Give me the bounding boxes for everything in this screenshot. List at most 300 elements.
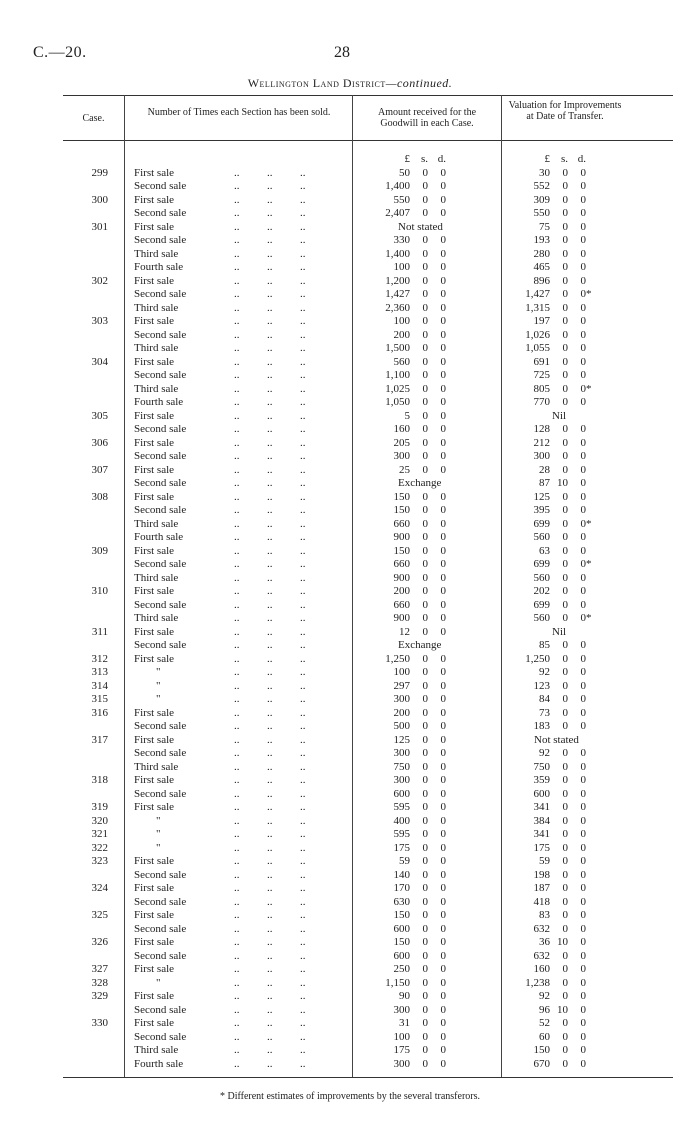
goodwill-shillings: 0 (422, 490, 428, 503)
leader-dots: .. .. .. (234, 396, 306, 408)
valuation-pence: 0 (580, 193, 586, 206)
valuation-pounds: 183 (533, 720, 550, 732)
table-row (0, 437, 700, 451)
valuation-pence: 0 (580, 895, 586, 908)
valuation-pounds: 805 (533, 382, 550, 395)
goodwill-pounds: 5 (404, 409, 410, 422)
goodwill-pounds: 1,250 (385, 652, 410, 665)
goodwill-pounds: 595 (393, 801, 410, 813)
valuation-text: Not stated (534, 733, 579, 746)
valuation-shillings: 0 (562, 166, 568, 179)
goodwill-pence: 0 (440, 909, 446, 921)
valuation-pounds: 92 (539, 990, 550, 1002)
goodwill-shillings: 0 (422, 396, 428, 408)
goodwill-pence: 0 (440, 787, 446, 800)
case-number: 306 (91, 436, 108, 449)
sale-description: First sale (134, 463, 175, 476)
valuation-pence: 0 (580, 855, 586, 867)
sale-description: First sale (134, 220, 175, 233)
table-row (0, 396, 700, 410)
valuation-shillings: 0 (562, 301, 568, 314)
goodwill-shillings: 0 (422, 517, 428, 530)
goodwill-shillings: 0 (422, 166, 428, 179)
table-row (0, 950, 700, 964)
goodwill-pounds: 31 (399, 1017, 410, 1029)
goodwill-shillings: 0 (422, 288, 428, 300)
table-row (0, 545, 700, 559)
valuation-shillings: 0 (562, 450, 568, 462)
goodwill-pence: 0 (440, 1057, 446, 1070)
valuation-unit-pence: d. (577, 153, 586, 165)
case-number: 302 (91, 274, 108, 287)
table-row (0, 666, 700, 680)
goodwill-pence: 0 (440, 679, 446, 692)
valuation-pounds: 87 (539, 477, 550, 489)
valuation-shillings: 0 (562, 693, 568, 705)
valuation-pence: 0 (580, 990, 586, 1002)
valuation-pence: 0 (580, 450, 586, 462)
valuation-pounds: 1,238 (525, 976, 550, 989)
valuation-pounds: 560 (533, 571, 550, 584)
goodwill-shillings: 0 (422, 612, 428, 624)
goodwill-pence: 0 (440, 234, 446, 246)
sale-description: First sale (134, 274, 175, 287)
goodwill-pounds: 50 (399, 166, 410, 179)
valuation-pounds: 465 (533, 261, 550, 273)
leader-dots: .. .. .. (234, 922, 306, 935)
valuation-pence: 0 (580, 706, 586, 719)
leader-dots: .. .. .. (234, 180, 306, 192)
leader-dots: .. .. .. (234, 639, 306, 651)
sale-description: First sale (134, 882, 175, 894)
goodwill-shillings: 0 (422, 544, 428, 557)
valuation-pence: 0 (580, 1057, 586, 1070)
valuation-pence: 0 (580, 720, 586, 732)
leader-dots: .. .. .. (234, 571, 306, 584)
header-rule (63, 140, 673, 141)
leader-dots: .. .. .. (234, 207, 306, 219)
leader-dots: .. .. .. (234, 423, 306, 435)
valuation-shillings: 0 (562, 342, 568, 354)
currency-header-row (0, 153, 700, 167)
table-row (0, 180, 700, 194)
valuation-unit-shillings: s. (560, 153, 568, 165)
goodwill-pence: 0 (440, 544, 446, 557)
case-number: 314 (91, 679, 108, 692)
goodwill-shillings: 0 (422, 558, 428, 570)
table-row (0, 248, 700, 262)
sale-description: Third sale (134, 612, 179, 624)
sale-description: Third sale (134, 571, 179, 584)
table-row (0, 680, 700, 694)
goodwill-pounds: 100 (393, 1030, 410, 1043)
sale-description: Third sale (134, 382, 179, 395)
goodwill-pence: 0 (440, 760, 446, 773)
valuation-shillings: 0 (562, 274, 568, 287)
goodwill-pounds: 900 (393, 571, 410, 584)
goodwill-pounds: 160 (393, 423, 410, 435)
goodwill-pence: 0 (440, 733, 446, 746)
goodwill-shillings: 0 (422, 274, 428, 287)
valuation-shillings: 0 (562, 949, 568, 962)
valuation-pence: 0 (580, 841, 586, 854)
leader-dots: .. .. .. (234, 301, 306, 314)
valuation-pounds: 309 (533, 193, 550, 206)
goodwill-shillings: 0 (422, 180, 428, 192)
case-number: 305 (91, 409, 108, 422)
goodwill-shillings: 0 (422, 571, 428, 584)
goodwill-shillings: 0 (422, 585, 428, 597)
case-number: 326 (91, 936, 108, 948)
valuation-pounds: 670 (533, 1057, 550, 1070)
leader-dots: .. .. .. (234, 234, 306, 246)
valuation-shillings: 0 (562, 1030, 568, 1043)
goodwill-shillings: 0 (422, 976, 428, 989)
case-number: 320 (91, 814, 108, 827)
goodwill-shillings: 0 (422, 261, 428, 273)
goodwill-pounds: 330 (393, 234, 410, 246)
sale-description: First sale (134, 315, 175, 327)
valuation-shillings: 0 (562, 544, 568, 557)
case-number: 325 (91, 909, 108, 921)
valuation-pounds: 395 (533, 504, 550, 516)
goodwill-shillings: 0 (422, 747, 428, 759)
sale-description: First sale (134, 963, 175, 975)
valuation-pence: 0 (580, 355, 586, 368)
leader-dots: .. .. .. (234, 598, 306, 611)
valuation-shillings: 0 (562, 760, 568, 773)
goodwill-text: Not stated (398, 220, 443, 233)
valuation-pounds: 280 (533, 247, 550, 260)
goodwill-pence: 0 (440, 585, 446, 597)
goodwill-shillings: 0 (422, 531, 428, 543)
leader-dots: .. .. .. (234, 355, 306, 368)
valuation-shillings: 0 (562, 882, 568, 894)
table-row (0, 261, 700, 275)
goodwill-shillings: 0 (422, 423, 428, 435)
valuation-pence: 0 (580, 814, 586, 827)
valuation-pence: 0 (580, 976, 586, 989)
table-row (0, 288, 700, 302)
table-title (0, 76, 700, 91)
valuation-shillings: 0 (562, 801, 568, 813)
valuation-shillings: 0 (562, 355, 568, 368)
goodwill-pounds: 630 (393, 895, 410, 908)
goodwill-shillings: 0 (422, 990, 428, 1002)
sale-description: Third sale (134, 342, 179, 354)
case-number: 312 (91, 652, 108, 665)
valuation-shillings: 0 (562, 396, 568, 408)
valuation-pounds: 36 (539, 936, 550, 948)
valuation-pounds: 175 (533, 841, 550, 854)
valuation-shillings: 0 (562, 909, 568, 921)
case-number: 299 (91, 166, 108, 179)
goodwill-pounds: 170 (393, 882, 410, 894)
goodwill-pounds: 205 (393, 436, 410, 449)
valuation-shillings: 0 (562, 490, 568, 503)
valuation-pence: 0 (580, 288, 586, 300)
valuation-pounds: 750 (533, 760, 550, 773)
leader-dots: .. .. .. (234, 882, 306, 894)
table-row (0, 504, 700, 518)
valuation-pounds: 128 (533, 423, 550, 435)
valuation-pounds: 198 (533, 868, 550, 881)
valuation-pence: 0 (580, 936, 586, 948)
leader-dots: .. .. .. (234, 544, 306, 557)
valuation-shillings: 0 (562, 1057, 568, 1070)
case-number: 330 (91, 1017, 108, 1029)
goodwill-pounds: 25 (399, 463, 410, 476)
leader-dots: .. .. .. (234, 814, 306, 827)
goodwill-pounds: 600 (393, 949, 410, 962)
sale-description: Second sale (134, 895, 187, 908)
sale-description: Second sale (134, 787, 187, 800)
sale-description: Second sale (134, 477, 187, 489)
valuation-shillings: 0 (562, 247, 568, 260)
valuation-pounds: 550 (533, 207, 550, 219)
goodwill-pounds: 297 (393, 679, 410, 692)
goodwill-pence: 0 (440, 720, 446, 732)
valuation-pounds: 725 (533, 369, 550, 381)
goodwill-pounds: 100 (393, 315, 410, 327)
sale-description: First sale (134, 193, 175, 206)
goodwill-shillings: 0 (422, 760, 428, 773)
table-row (0, 302, 700, 316)
table-row (0, 234, 700, 248)
valuation-pounds: 73 (539, 706, 550, 719)
table-row (0, 693, 700, 707)
goodwill-pence: 0 (440, 855, 446, 867)
goodwill-pence: 0 (440, 976, 446, 989)
valuation-pence: 0 (580, 517, 586, 530)
sale-description: First sale (134, 166, 175, 179)
table-row (0, 1004, 700, 1018)
title-continued: —continued. (385, 76, 453, 90)
top-rule (63, 95, 673, 96)
leader-dots: .. .. .. (234, 490, 306, 503)
sale-description: Second sale (134, 558, 187, 570)
goodwill-pounds: 660 (393, 517, 410, 530)
goodwill-pence: 0 (440, 841, 446, 854)
leader-dots: .. .. .. (234, 774, 306, 786)
goodwill-pounds: 150 (393, 504, 410, 516)
goodwill-pence: 0 (440, 369, 446, 381)
sale-description: " (156, 693, 161, 705)
sale-description: Second sale (134, 720, 187, 732)
valuation-pence: 0 (580, 315, 586, 327)
valuation-pence: 0 (580, 1044, 586, 1056)
valuation-pence: 0 (580, 949, 586, 962)
goodwill-pence: 0 (440, 693, 446, 705)
sale-description: Third sale (134, 301, 179, 314)
goodwill-pounds: 125 (393, 733, 410, 746)
valuation-pence: 0 (580, 544, 586, 557)
goodwill-pounds: 250 (393, 963, 410, 975)
table-row (0, 963, 700, 977)
leader-dots: .. .. .. (234, 288, 306, 300)
goodwill-pounds: 175 (393, 1044, 410, 1056)
valuation-pence: 0 (580, 436, 586, 449)
valuation-pounds: 699 (533, 598, 550, 611)
column-header-valuation: Valuation for Improvements at Date of Transfer. (508, 100, 622, 122)
valuation-pounds: 63 (539, 544, 550, 557)
case-number: 323 (91, 855, 108, 867)
goodwill-shillings: 0 (422, 369, 428, 381)
case-number: 309 (91, 544, 108, 557)
table-row (0, 828, 700, 842)
case-number: 318 (91, 774, 108, 786)
leader-dots: .. .. .. (234, 895, 306, 908)
valuation-shillings: 0 (562, 315, 568, 327)
goodwill-pence: 0 (440, 166, 446, 179)
valuation-shillings: 0 (562, 922, 568, 935)
goodwill-unit-pence: d. (437, 153, 446, 165)
sale-description: Second sale (134, 234, 187, 246)
sale-description: First sale (134, 544, 175, 557)
valuation-pounds: 202 (533, 585, 550, 597)
sale-description: First sale (134, 733, 175, 746)
valuation-pence: 0 (580, 166, 586, 179)
table-row (0, 626, 700, 640)
case-number: 315 (91, 693, 108, 705)
valuation-pounds: 632 (533, 922, 550, 935)
sale-description: First sale (134, 706, 175, 719)
goodwill-pence: 0 (440, 342, 446, 354)
leader-dots: .. .. .. (234, 1057, 306, 1070)
goodwill-shillings: 0 (422, 949, 428, 962)
sale-description: Second sale (134, 328, 187, 341)
table-row (0, 707, 700, 721)
table-row (0, 518, 700, 532)
goodwill-pence: 0 (440, 774, 446, 786)
footnote-mark: * (586, 382, 592, 395)
goodwill-pence: 0 (440, 1017, 446, 1029)
sale-description: Third sale (134, 760, 179, 773)
goodwill-pounds: 2,360 (385, 301, 410, 314)
valuation-pounds: 59 (539, 855, 550, 867)
leader-dots: .. .. .. (234, 828, 306, 840)
sale-description: Second sale (134, 949, 187, 962)
valuation-shillings: 0 (562, 234, 568, 246)
sale-description: First sale (134, 409, 175, 422)
valuation-shillings: 0 (562, 531, 568, 543)
leader-dots: .. .. .. (234, 436, 306, 449)
table-row (0, 869, 700, 883)
valuation-shillings: 0 (562, 963, 568, 975)
sale-description: Second sale (134, 868, 187, 881)
goodwill-shillings: 0 (422, 801, 428, 813)
goodwill-pounds: 300 (393, 1057, 410, 1070)
valuation-shillings: 0 (562, 382, 568, 395)
table-row (0, 477, 700, 491)
leader-dots: .. .. .. (234, 477, 306, 489)
table-row (0, 909, 700, 923)
goodwill-pounds: 12 (399, 625, 410, 638)
goodwill-shillings: 0 (422, 1003, 428, 1016)
table-row (0, 815, 700, 829)
valuation-pence: 0 (580, 922, 586, 935)
valuation-pounds: 341 (533, 801, 550, 813)
valuation-pounds: 83 (539, 909, 550, 921)
goodwill-pence: 0 (440, 895, 446, 908)
valuation-pence: 0 (580, 1017, 586, 1029)
goodwill-shillings: 0 (422, 787, 428, 800)
case-number: 328 (91, 976, 108, 989)
goodwill-pence: 0 (440, 1030, 446, 1043)
leader-dots: .. .. .. (234, 747, 306, 759)
goodwill-pence: 0 (440, 949, 446, 962)
goodwill-pounds: 100 (393, 666, 410, 678)
leader-dots: .. .. .. (234, 693, 306, 705)
goodwill-pounds: 595 (393, 828, 410, 840)
valuation-pounds: 60 (539, 1030, 550, 1043)
goodwill-pounds: 1,150 (385, 976, 410, 989)
goodwill-pence: 0 (440, 193, 446, 206)
valuation-shillings: 0 (562, 747, 568, 759)
footnote-mark: * (586, 288, 592, 300)
valuation-pounds: 560 (533, 612, 550, 624)
valuation-shillings: 0 (562, 328, 568, 341)
goodwill-pence: 0 (440, 180, 446, 192)
goodwill-shillings: 0 (422, 882, 428, 894)
table-row (0, 342, 700, 356)
sale-description: First sale (134, 990, 175, 1002)
goodwill-pounds: 1,100 (385, 369, 410, 381)
sale-description: Fourth sale (134, 1057, 184, 1070)
case-number: 324 (91, 882, 108, 894)
valuation-pounds: 28 (539, 463, 550, 476)
goodwill-shillings: 0 (422, 355, 428, 368)
valuation-pence: 0 (580, 180, 586, 192)
valuation-pounds: 85 (539, 639, 550, 651)
case-number: 310 (91, 585, 108, 597)
valuation-pence: 0 (580, 234, 586, 246)
sale-description: " (156, 841, 161, 854)
leader-dots: .. .. .. (234, 247, 306, 260)
table-row (0, 207, 700, 221)
valuation-shillings: 0 (562, 679, 568, 692)
valuation-shillings: 0 (562, 895, 568, 908)
case-number: 300 (91, 193, 108, 206)
leader-dots: .. .. .. (234, 801, 306, 813)
valuation-pence: 0 (580, 328, 586, 341)
sale-description: Fourth sale (134, 396, 184, 408)
valuation-pence: 0 (580, 396, 586, 408)
goodwill-pence: 0 (440, 990, 446, 1002)
goodwill-shillings: 0 (422, 301, 428, 314)
goodwill-pounds: 1,200 (385, 274, 410, 287)
goodwill-text: Exchange (398, 639, 442, 651)
goodwill-shillings: 0 (422, 450, 428, 462)
sale-description: First sale (134, 774, 175, 786)
goodwill-pence: 0 (440, 936, 446, 948)
valuation-pence: 0 (580, 490, 586, 503)
goodwill-shillings: 0 (422, 342, 428, 354)
sale-description: First sale (134, 652, 175, 665)
valuation-unit-pounds: £ (544, 153, 550, 165)
leader-dots: .. .. .. (234, 504, 306, 516)
sale-description: First sale (134, 355, 175, 368)
valuation-pence: 0 (580, 828, 586, 840)
valuation-pounds: 92 (539, 747, 550, 759)
goodwill-shillings: 0 (422, 409, 428, 422)
table-row (0, 977, 700, 991)
valuation-shillings: 0 (562, 1017, 568, 1029)
valuation-pounds: 160 (533, 963, 550, 975)
table-row (0, 531, 700, 545)
valuation-pounds: 1,250 (525, 652, 550, 665)
table-row (0, 329, 700, 343)
